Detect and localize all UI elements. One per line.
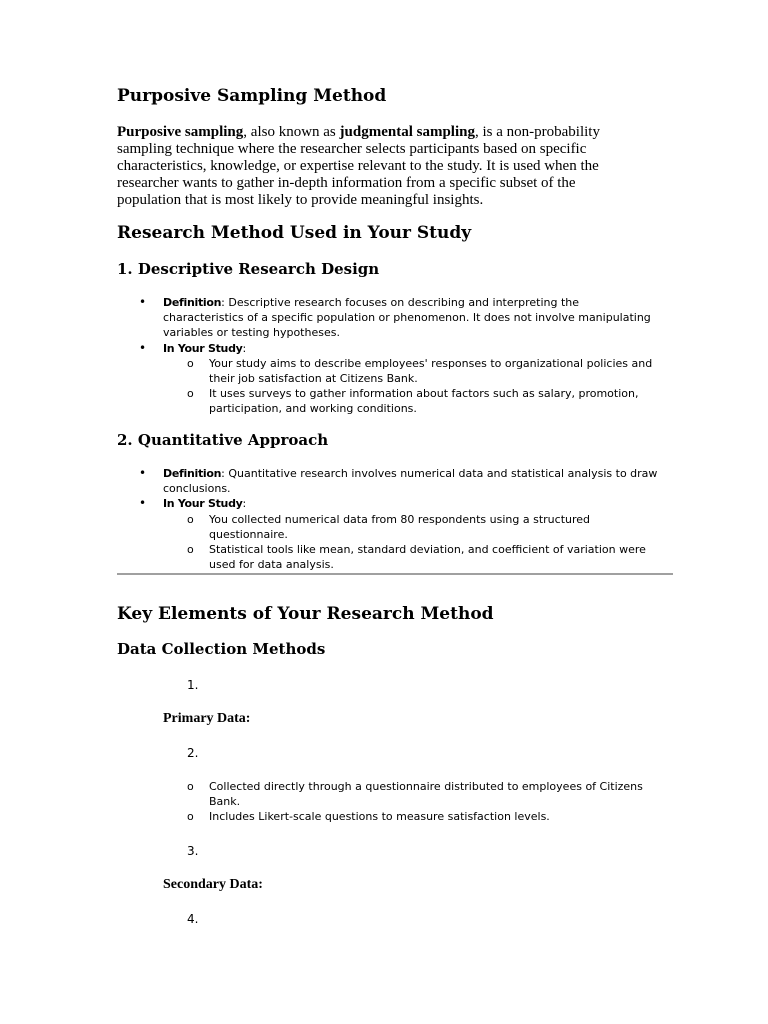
intro-term-judgmental-sampling: judgmental sampling xyxy=(339,124,475,140)
descriptive-design-heading: 1. Descriptive Research Design xyxy=(117,260,380,278)
numbered-item-3: 3. xyxy=(187,844,199,858)
in-study-label: In Your Study xyxy=(163,341,243,355)
descriptive-bullet-list xyxy=(163,295,658,417)
descriptive-definition-item xyxy=(163,295,658,341)
data-collection-heading: Data Collection Methods xyxy=(117,640,326,658)
definition-text: : Descriptive research focuses on describing and interpreting the characteristics of a specific population or phenomenon. It does not involve manipulating variables or testing hypotheses. xyxy=(163,296,651,340)
definition-text: : Quantitative research involves numerical data and statistical analysis to draw conclusions. xyxy=(163,467,658,496)
list-item: o You collected numerical data from 80 respondents using a structured questionnaire. xyxy=(209,512,658,542)
list-item: o Includes Likert-scale questions to measure satisfaction levels. xyxy=(209,809,658,824)
definition-label: Definition xyxy=(163,467,222,480)
research-method-heading: Research Method Used in Your Study xyxy=(117,223,472,243)
primary-sub-list xyxy=(163,779,658,825)
secondary-data-heading: Secondary Data: xyxy=(163,877,263,892)
descriptive-sub-list xyxy=(163,356,658,417)
numbered-item-2: 2. xyxy=(187,746,199,760)
list-item: o Your study aims to describe employees' responses to organizational policies and their job satisfaction at Citizens Bank. xyxy=(209,356,658,386)
descriptive-in-study-item xyxy=(163,341,658,417)
intro-paragraph xyxy=(117,124,637,209)
key-elements-heading: Key Elements of Your Research Method xyxy=(117,604,494,624)
horizontal-divider xyxy=(117,573,673,575)
quantitative-bullet-list xyxy=(163,466,658,572)
definition-label: Definition xyxy=(163,296,222,309)
list-item: o Collected directly through a questionnaire distributed to employees of Citizens Bank. xyxy=(209,779,658,809)
primary-data-list xyxy=(163,779,658,825)
in-study-colon: : xyxy=(242,497,247,511)
list-item: o It uses surveys to gather information about factors such as salary, promotion, participation, and working conditions. xyxy=(209,386,658,416)
quantitative-in-study-item xyxy=(163,496,658,572)
list-item: o Statistical tools like mean, standard deviation, and coefficient of variation were used for data analysis. xyxy=(209,542,658,572)
primary-data-wrapper xyxy=(163,779,658,825)
page-title: Purposive Sampling Method xyxy=(117,86,387,106)
quantitative-definition-item xyxy=(163,466,658,496)
intro-term-purposive-sampling: Purposive sampling xyxy=(117,124,244,140)
quantitative-sub-list xyxy=(163,512,658,573)
intro-text-2: , is a non-probability sampling technique where the researcher selects participants based on specific characteristics, knowledge, or expertise relevant to the study. It is used when the researcher wants to gather in-depth information from a specific subset of the population that is most likely to provide meaningful insights. xyxy=(117,124,600,208)
intro-text-1: , also known as xyxy=(243,124,340,140)
numbered-item-4: 4. xyxy=(187,912,199,926)
in-study-label: In Your Study xyxy=(163,497,243,511)
in-study-colon: : xyxy=(242,341,247,355)
quantitative-approach-heading: 2. Quantitative Approach xyxy=(117,431,329,449)
primary-data-heading: Primary Data: xyxy=(163,711,251,726)
numbered-item-1: 1. xyxy=(187,678,199,692)
